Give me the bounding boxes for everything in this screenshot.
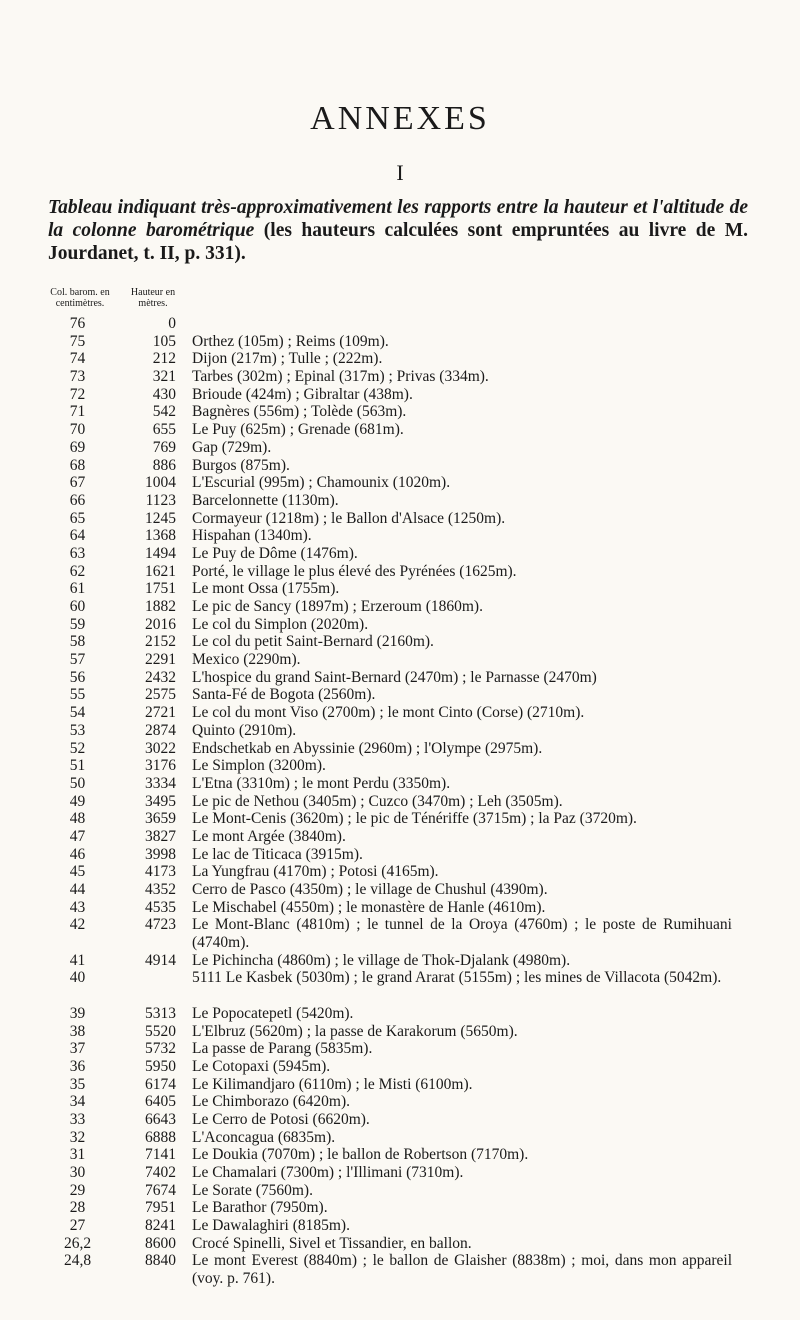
page-title: ANNEXES — [310, 100, 490, 137]
height-value: 7951 — [145, 1199, 176, 1217]
barom-value: 39 — [69, 1004, 86, 1022]
place-names: Crocé Spinelli, Sivel et Tissandier, en ballon. — [192, 1234, 472, 1252]
table-row — [0, 651, 800, 669]
table-row — [0, 952, 800, 970]
height-value: 8241 — [145, 1217, 176, 1235]
place-names: Le col du Simplon (2020m). — [192, 615, 369, 633]
table-row — [0, 1217, 800, 1235]
table-row — [0, 457, 800, 475]
height-value: 542 — [152, 403, 176, 421]
barom-value: 67 — [69, 474, 86, 492]
table-row — [0, 563, 800, 581]
place-names: Brioude (424m) ; Gibraltar (438m). — [192, 385, 413, 403]
barom-value: 43 — [69, 898, 86, 916]
height-value: 655 — [152, 421, 176, 439]
table-row — [0, 1093, 800, 1111]
height-value: 430 — [152, 385, 176, 403]
table-row — [0, 881, 800, 899]
table-row — [0, 828, 800, 846]
table-row — [0, 1005, 800, 1023]
place-names: Le lac de Titicaca (3915m). — [192, 845, 363, 863]
table-row — [0, 810, 800, 828]
barom-value: 52 — [69, 739, 86, 757]
table-row — [0, 1199, 800, 1217]
place-names: Porté, le village le plus élevé des Pyrénées (1625m). — [192, 562, 517, 580]
barom-value: 24,8 — [63, 1252, 92, 1270]
table-caption — [48, 196, 748, 265]
height-value: 3998 — [145, 845, 176, 863]
place-names: Tarbes (302m) ; Epinal (317m) ; Privas (334m). — [192, 368, 489, 386]
place-names: L'Elbruz (5620m) ; la passe de Karakorum (5650m). — [192, 1022, 518, 1040]
height-value: 7141 — [145, 1146, 176, 1164]
height-value: 2152 — [145, 633, 176, 651]
height-value: 7674 — [145, 1181, 176, 1199]
height-value: 212 — [152, 350, 176, 368]
barom-value: 73 — [69, 368, 86, 386]
place-names: L'hospice du grand Saint-Bernard (2470m) ; le Parnasse (2470m) — [192, 668, 597, 686]
barom-value: 61 — [69, 580, 86, 598]
barom-value: 76 — [69, 315, 86, 332]
place-names: Cormayeur (1218m) ; le Ballon d'Alsace (1250m). — [192, 509, 506, 527]
height-value: 2575 — [145, 686, 176, 704]
table-row — [0, 403, 800, 421]
barom-value: 38 — [69, 1022, 86, 1040]
height-value: 4914 — [145, 951, 176, 969]
barom-value: 35 — [69, 1075, 86, 1093]
place-names: Le mont Ossa (1755m). — [192, 580, 340, 598]
table-row — [0, 757, 800, 775]
barom-value: 65 — [69, 509, 86, 527]
caption-normal: (les hauteurs calculées sont empruntées au livre de M. Jourdanet, t. II, p. 331). — [48, 220, 748, 264]
barom-value: 55 — [69, 686, 86, 704]
column-header-barom: Col. barom. en centimètres. — [50, 287, 110, 309]
height-value: 5520 — [145, 1022, 176, 1040]
barom-value: 69 — [69, 438, 86, 456]
height-value: 769 — [152, 438, 176, 456]
height-value: 1621 — [145, 562, 176, 580]
place-names: Cerro de Pasco (4350m) ; le village de Chushul (4390m). — [192, 881, 548, 898]
barom-value: 45 — [69, 863, 86, 881]
barom-value: 48 — [69, 810, 86, 828]
place-names: Le Puy de Dôme (1476m). — [192, 544, 358, 562]
place-names: Le mont Everest (8840m) ; le ballon de Glaisher (8838m) ; moi, dans mon appareil (voy. p. 761). — [192, 1252, 732, 1288]
height-value: 1882 — [145, 598, 176, 615]
table-row — [0, 863, 800, 881]
table-row — [0, 1252, 800, 1287]
height-value: 321 — [152, 368, 176, 386]
table-row — [0, 916, 800, 951]
height-value: 1494 — [145, 544, 176, 562]
table-row — [0, 1129, 800, 1147]
height-value: 1004 — [145, 474, 176, 492]
barom-value: 40 — [69, 969, 86, 987]
barom-value: 41 — [69, 951, 86, 969]
table-row — [0, 1111, 800, 1129]
barom-value: 63 — [69, 544, 86, 562]
height-value: 8600 — [145, 1234, 176, 1252]
place-names: Le Mischabel (4550m) ; le monastère de Hanle (4610m). — [192, 898, 546, 916]
table-row — [0, 510, 800, 528]
place-names: Le Chimborazo (6420m). — [192, 1093, 350, 1111]
table-row — [0, 1146, 800, 1164]
height-value: 6405 — [145, 1093, 176, 1111]
place-names: Le Popocatepetl (5420m). — [192, 1004, 354, 1022]
place-names: Le Mont-Blanc (4810m) ; le tunnel de la Oroya (4760m) ; le poste de Rumihuani (4740m). — [192, 916, 732, 952]
place-names: Le Chamalari (7300m) ; l'Illimani (7310m). — [192, 1164, 464, 1182]
barom-value: 42 — [69, 916, 86, 934]
height-value: 3827 — [145, 827, 176, 845]
barom-value: 59 — [69, 615, 86, 633]
height-value: 3022 — [145, 739, 176, 757]
place-names: Le Doukia (7070m) ; le ballon de Robertson (7170m). — [192, 1146, 529, 1164]
place-names: Le Pichincha (4860m) ; le village de Thok-Djalank (4980m). — [192, 951, 571, 969]
table-row — [0, 315, 800, 333]
barom-value: 51 — [69, 757, 86, 775]
height-value: 6174 — [145, 1075, 176, 1093]
height-value: 1751 — [145, 580, 176, 598]
barom-value: 30 — [69, 1164, 86, 1182]
barom-value: 28 — [69, 1199, 86, 1217]
height-value: 0 — [168, 315, 176, 332]
table-row — [0, 969, 800, 1004]
table-row — [0, 669, 800, 687]
barom-value: 31 — [69, 1146, 86, 1164]
table-row — [0, 740, 800, 758]
table-row — [0, 580, 800, 598]
table-row — [0, 333, 800, 351]
height-value: 3495 — [145, 792, 176, 810]
height-value: 6643 — [145, 1110, 176, 1128]
barom-value: 60 — [69, 598, 86, 615]
place-names: La Yungfrau (4170m) ; Potosi (4165m). — [192, 863, 439, 881]
barom-value: 33 — [69, 1110, 86, 1128]
place-names: Le pic de Sancy (1897m) ; Erzeroum (1860m). — [192, 598, 483, 615]
height-value: 4352 — [145, 881, 176, 898]
place-names: Le mont Argée (3840m). — [192, 827, 346, 845]
barom-value: 27 — [69, 1217, 86, 1235]
barom-value: 53 — [69, 721, 86, 739]
place-names: Le col du petit Saint-Bernard (2160m). — [192, 633, 434, 651]
place-names: Santa-Fé de Bogota (2560m). — [192, 686, 376, 704]
place-names: Endschetkab en Abyssinie (2960m) ; l'Olympe (2975m). — [192, 739, 543, 757]
barom-value: 56 — [69, 668, 86, 686]
barom-value: 36 — [69, 1057, 86, 1075]
place-names: Le Mont-Cenis (3620m) ; le pic de Ténériffe (3715m) ; la Paz (3720m). — [192, 810, 637, 828]
barom-value: 75 — [69, 332, 86, 350]
table-row — [0, 368, 800, 386]
place-names: Gap (729m). — [192, 438, 272, 456]
barom-value: 29 — [69, 1181, 86, 1199]
table-row — [0, 474, 800, 492]
barom-value: 54 — [69, 704, 86, 722]
table-row — [0, 1058, 800, 1076]
height-value: 1123 — [145, 491, 176, 509]
place-names: Le Puy (625m) ; Grenade (681m). — [192, 421, 404, 439]
barom-value: 71 — [69, 403, 86, 421]
table-row — [0, 545, 800, 563]
table-row — [0, 598, 800, 616]
barom-value: 72 — [69, 385, 86, 403]
table-row — [0, 421, 800, 439]
barom-value: 64 — [69, 527, 86, 545]
table-row — [0, 846, 800, 864]
table-row — [0, 1164, 800, 1182]
barom-value: 57 — [69, 651, 86, 669]
place-names: Le Simplon (3200m). — [192, 757, 326, 775]
barom-value: 70 — [69, 421, 86, 439]
height-value: 2721 — [145, 704, 176, 722]
table-row — [0, 775, 800, 793]
height-value: 6888 — [145, 1128, 176, 1146]
height-value: 3334 — [145, 774, 176, 792]
place-names: Mexico (2290m). — [192, 651, 301, 669]
place-names: Le Sorate (7560m). — [192, 1181, 313, 1199]
table-row — [0, 350, 800, 368]
height-value: 4535 — [145, 898, 176, 916]
barom-value: 34 — [69, 1093, 86, 1111]
table-row — [0, 899, 800, 917]
place-names: Bagnères (556m) ; Tolède (563m). — [192, 403, 407, 421]
barom-value: 37 — [69, 1040, 86, 1058]
barom-value: 58 — [69, 633, 86, 651]
page-header — [0, 100, 800, 138]
place-names: Le Barathor (7950m). — [192, 1199, 328, 1217]
table-row — [0, 1182, 800, 1200]
place-names: Le col du mont Viso (2700m) ; le mont Cinto (Corse) (2710m). — [192, 704, 585, 722]
table-row — [0, 439, 800, 457]
barom-value: 74 — [69, 350, 86, 368]
height-value: 4173 — [145, 863, 176, 881]
column-header-hauteur: Hauteur en mètres. — [130, 287, 176, 309]
place-names: Hispahan (1340m). — [192, 527, 312, 545]
height-value: 4723 — [145, 916, 176, 934]
height-value: 2016 — [145, 615, 176, 633]
barom-value: 68 — [69, 456, 86, 474]
height-value: 5732 — [145, 1040, 176, 1058]
barom-value: 49 — [69, 792, 86, 810]
place-names: Le Cotopaxi (5945m). — [192, 1057, 331, 1075]
place-names: La passe de Parang (5835m). — [192, 1040, 373, 1058]
place-names: Quinto (2910m). — [192, 721, 297, 739]
place-names: Le Kilimandjaro (6110m) ; le Misti (6100m). — [192, 1075, 473, 1093]
barom-value: 44 — [69, 881, 86, 898]
place-names: Le pic de Nethou (3405m) ; Cuzco (3470m) ; Leh (3505m). — [192, 792, 563, 810]
table-row — [0, 386, 800, 404]
table-row — [0, 633, 800, 651]
height-value: 886 — [152, 456, 176, 474]
place-names: Burgos (875m). — [192, 456, 290, 474]
place-names: Le Dawalaghiri (8185m). — [192, 1217, 350, 1235]
height-value: 8840 — [145, 1252, 176, 1270]
barom-value: 50 — [69, 774, 86, 792]
section-number: I — [396, 160, 404, 185]
table-row — [0, 616, 800, 634]
barom-value: 62 — [69, 562, 86, 580]
barom-value: 32 — [69, 1128, 86, 1146]
altitude-table — [0, 315, 800, 1288]
height-value: 2432 — [145, 668, 176, 686]
height-value: 5950 — [145, 1057, 176, 1075]
barom-value: 47 — [69, 827, 86, 845]
place-names: L'Etna (3310m) ; le mont Perdu (3350m). — [192, 774, 451, 792]
table-row — [0, 722, 800, 740]
height-value: 2291 — [145, 651, 176, 669]
place-names: Barcelonnette (1130m). — [192, 491, 339, 509]
place-names: Le Cerro de Potosi (6620m). — [192, 1110, 370, 1128]
height-value: 105 — [152, 332, 176, 350]
table-row — [0, 1076, 800, 1094]
table-row — [0, 1040, 800, 1058]
table-row — [0, 492, 800, 510]
table-row — [0, 1235, 800, 1253]
barom-value: 26,2 — [63, 1234, 92, 1252]
barom-value: 46 — [69, 845, 86, 863]
place-names: Orthez (105m) ; Reims (109m). — [192, 332, 389, 350]
table-row — [0, 1023, 800, 1041]
height-value: 1245 — [145, 509, 176, 527]
table-row — [0, 686, 800, 704]
height-value: 3659 — [145, 810, 176, 828]
place-names: Dijon (217m) ; Tulle ; (222m). — [192, 350, 383, 368]
table-row — [0, 527, 800, 545]
table-row — [0, 704, 800, 722]
height-value: 7402 — [145, 1164, 176, 1182]
barom-value: 66 — [69, 491, 86, 509]
height-value: 2874 — [145, 721, 176, 739]
height-value: 1368 — [145, 527, 176, 545]
table-row — [0, 793, 800, 811]
place-names: L'Escurial (995m) ; Chamounix (1020m). — [192, 474, 451, 492]
height-value: 3176 — [145, 757, 176, 775]
height-value: 5313 — [145, 1004, 176, 1022]
caption-italic: Tableau indiquant très-approximativement les rapports entre la hauteur et l'altitude de la colonne barométrique — [48, 197, 748, 241]
place-names: 5111 Le Kasbek (5030m) ; le grand Ararat (5155m) ; les mines de Villacota (5042m). — [192, 969, 722, 987]
place-names: L'Aconcagua (6835m). — [192, 1128, 336, 1146]
